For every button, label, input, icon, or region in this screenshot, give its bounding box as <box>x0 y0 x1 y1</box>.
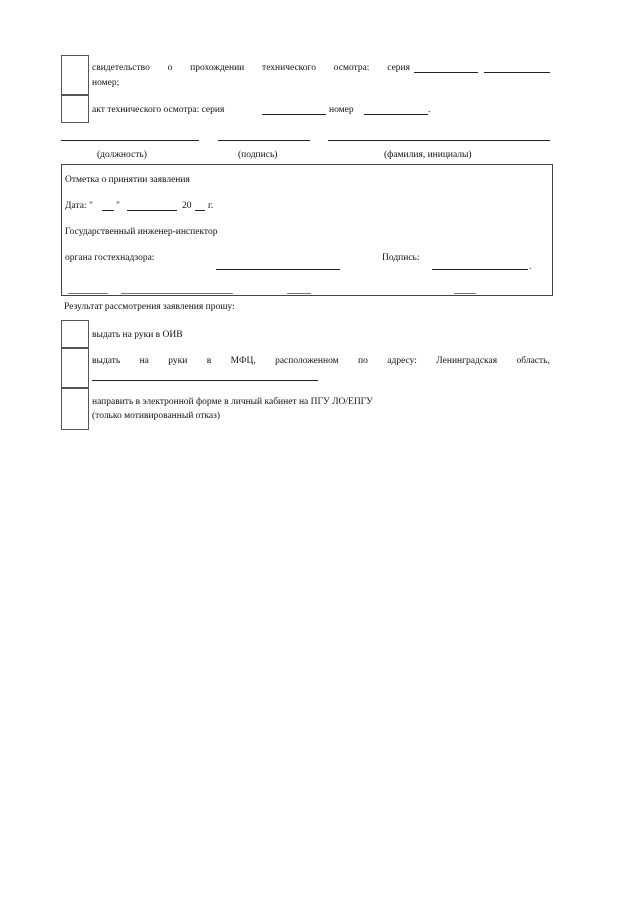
mfc-word: в <box>206 356 212 366</box>
cert-word: осмотра: <box>333 63 370 73</box>
cert-word: прохождении <box>190 63 245 73</box>
mfc-word: расположенном <box>275 356 339 366</box>
inspector-signature-field[interactable] <box>432 269 528 270</box>
option-oiv-checkbox[interactable] <box>61 320 89 348</box>
option-oiv-label: выдать на руки в ОИВ <box>92 330 183 340</box>
inspector-title: Государственный инженер-инспектор <box>65 227 218 237</box>
act-number-field[interactable] <box>364 114 428 115</box>
cert-label <box>92 62 410 74</box>
date-year: 20 <box>182 201 192 211</box>
option-electronic-label: направить в электронной форме в личный кабинет на ПГУ ЛО/ЕПГУ <box>92 397 373 407</box>
mfc-word: МФЦ, <box>230 356 256 366</box>
option-mfc-label <box>92 355 550 367</box>
signature-end: . <box>529 262 532 272</box>
cert-checkbox[interactable] <box>61 55 89 95</box>
option-mfc-checkbox[interactable] <box>61 348 89 388</box>
date-year-field[interactable] <box>195 210 205 211</box>
divider <box>287 293 311 294</box>
divider <box>121 293 233 294</box>
position-line[interactable] <box>61 140 199 141</box>
mfc-word: Ленинградская <box>436 356 498 366</box>
mfc-word: адресу: <box>387 356 417 366</box>
mfc-word: руки <box>168 356 188 366</box>
mfc-word: по <box>358 356 368 366</box>
mfc-word: на <box>139 356 149 366</box>
cert-series-field[interactable] <box>414 72 478 73</box>
date-day-field[interactable] <box>102 210 114 211</box>
cert-word: серия <box>387 63 410 73</box>
inspector-signature-label: Подпись: <box>382 253 420 263</box>
divider <box>68 293 108 294</box>
act-label: акт технического осмотра: серия <box>92 105 225 115</box>
option-electronic-checkbox[interactable] <box>61 388 89 430</box>
act-number-label: номер <box>329 105 354 115</box>
option-electronic-note: (только мотивированный отказ) <box>92 411 221 421</box>
signature-line[interactable] <box>218 140 310 141</box>
acceptance-title: Отметка о принятии заявления <box>65 175 190 185</box>
date-quote: " <box>116 201 120 211</box>
name-caption: (фамилия, инициалы) <box>384 150 472 160</box>
cert-word: свидетельство <box>92 63 150 73</box>
name-line[interactable] <box>328 140 550 141</box>
inspector-name-field[interactable] <box>216 269 340 270</box>
inspector-org: органа гостехнадзора: <box>65 253 155 263</box>
date-prefix: Дата: " <box>65 201 93 211</box>
cert-number-label: номер; <box>92 78 120 88</box>
act-series-field[interactable] <box>262 114 326 115</box>
divider <box>454 293 476 294</box>
cert-series-field-2[interactable] <box>484 72 550 73</box>
signature-caption: (подпись) <box>238 150 278 160</box>
cert-word: о <box>167 63 173 73</box>
date-suffix: г. <box>208 201 214 211</box>
mfc-word: выдать <box>92 356 121 366</box>
mfc-word: область, <box>516 356 550 366</box>
act-checkbox[interactable] <box>61 95 89 123</box>
position-caption: (должность) <box>97 150 147 160</box>
result-title: Результат рассмотрения заявления прошу: <box>64 302 235 312</box>
cert-word: технического <box>262 63 316 73</box>
date-month-field[interactable] <box>127 210 177 211</box>
mfc-address-field[interactable] <box>92 380 318 381</box>
act-end: . <box>428 105 431 115</box>
